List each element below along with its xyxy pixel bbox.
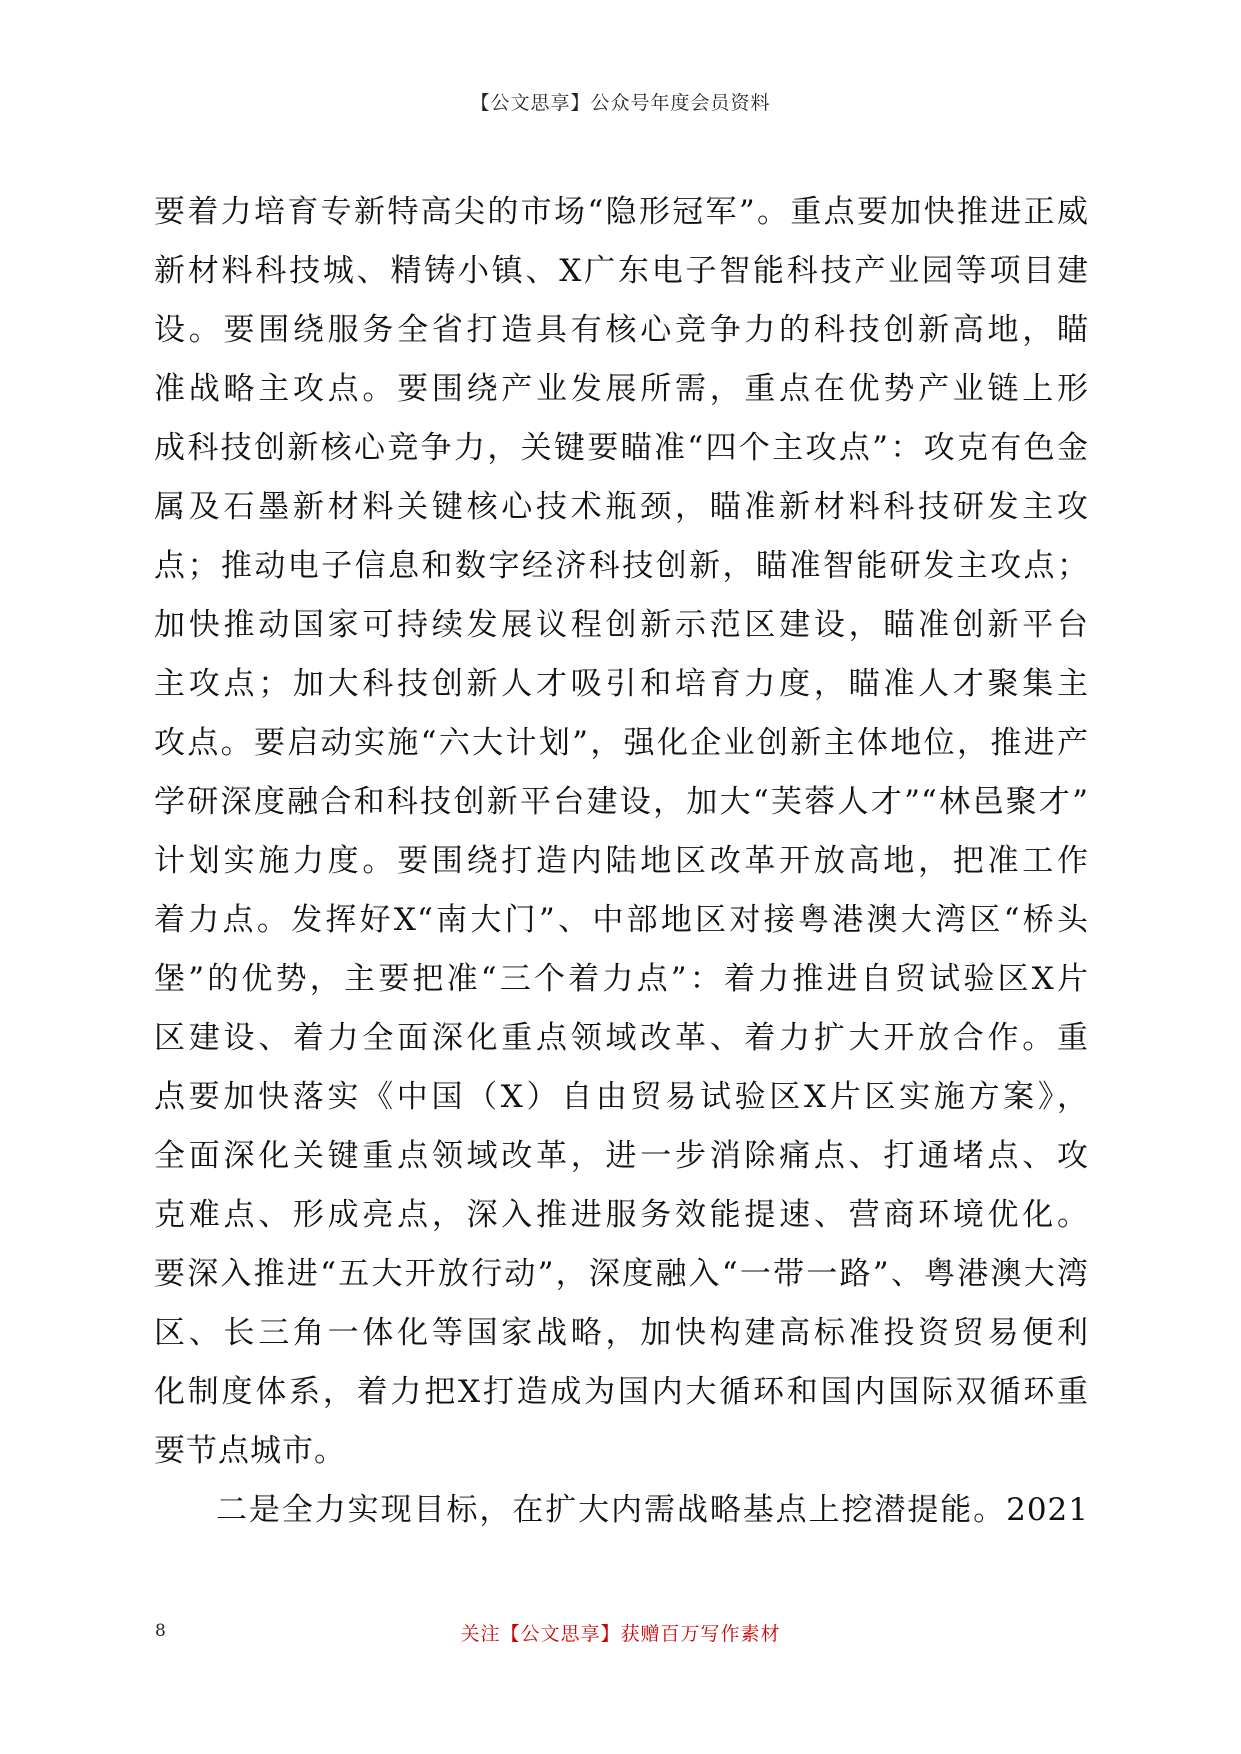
body-line: 要深入推进“五大开放行动”，深度融入“一带一路”、粤港澳大湾 xyxy=(154,1256,1089,1292)
document-body xyxy=(154,183,1089,1540)
body-line: 化制度体系，着力把X打造成为国内大循环和国内国际双循环重 xyxy=(154,1374,1089,1410)
body-line: 点；推动电子信息和数字经济科技创新，瞄准智能研发主攻点； xyxy=(154,548,1089,584)
page-footer: 关注【公文思享】获赠百万写作素材 xyxy=(460,1623,781,1645)
body-line: 区、长三角一体化等国家战略，加快构建高标准投资贸易便利 xyxy=(154,1315,1089,1351)
body-line: 要着力培育专新特高尖的市场“隐形冠军”。重点要加快推进正威 xyxy=(154,194,1089,230)
body-line: 克难点、形成亮点，深入推进服务效能提速、营商环境优化。 xyxy=(154,1197,1089,1233)
body-line: 成科技创新核心竞争力，关键要瞄准“四个主攻点”：攻克有色金 xyxy=(154,430,1089,466)
body-line: 区建设、着力全面深化重点领域改革、着力扩大开放合作。重 xyxy=(154,1020,1089,1056)
body-line: 攻点。要启动实施“六大计划”，强化企业创新主体地位，推进产 xyxy=(154,725,1089,761)
body-line: 加快推动国家可持续发展议程创新示范区建设，瞄准创新平台 xyxy=(154,607,1089,643)
body-line: 要节点城市。 xyxy=(154,1433,346,1469)
body-line: 学研深度融合和科技创新平台建设，加大“芙蓉人才”“林邑聚才” xyxy=(154,784,1089,820)
body-line: 新材料科技城、精铸小镇、X广东电子智能科技产业园等项目建 xyxy=(154,253,1089,289)
page-number: 8 xyxy=(155,1621,166,1641)
body-line: 计划实施力度。要围绕打造内陆地区改革开放高地，把准工作 xyxy=(154,843,1089,879)
body-line: 点要加快落实《中国（X）自由贸易试验区X片区实施方案》， xyxy=(154,1079,1089,1115)
body-line: 二是全力实现目标，在扩大内需战略基点上挖潜提能。2021 xyxy=(216,1492,1089,1528)
body-line: 堡”的优势，主要把准“三个着力点”：着力推进自贸试验区X片 xyxy=(154,961,1089,997)
page-header: 【公文思享】公众号年度会员资料 xyxy=(470,92,771,114)
body-line: 准战略主攻点。要围绕产业发展所需，重点在优势产业链上形 xyxy=(154,371,1089,407)
body-line: 着力点。发挥好X“南大门”、中部地区对接粤港澳大湾区“桥头 xyxy=(154,902,1089,938)
body-line: 设。要围绕服务全省打造具有核心竞争力的科技创新高地，瞄 xyxy=(154,312,1089,348)
body-line: 全面深化关键重点领域改革，进一步消除痛点、打通堵点、攻 xyxy=(154,1138,1089,1174)
body-line: 属及石墨新材料关键核心技术瓶颈，瞄准新材料科技研发主攻 xyxy=(154,489,1089,525)
body-line: 主攻点；加大科技创新人才吸引和培育力度，瞄准人才聚集主 xyxy=(154,666,1089,702)
